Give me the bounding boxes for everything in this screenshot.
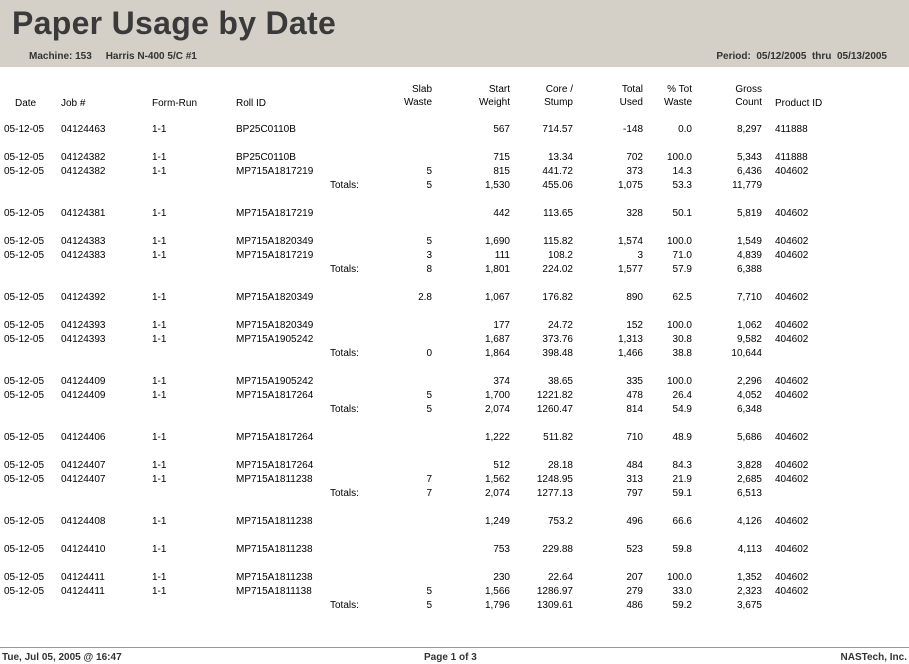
gross-count-cell: 2,323 [736, 586, 762, 597]
table-row [0, 390, 909, 404]
company-name: NASTech, Inc. [840, 652, 907, 663]
pct-waste-cell: 48.9 [672, 432, 692, 443]
date-cell: 05-12-05 [4, 334, 45, 345]
start-weight-cell: 1,796 [484, 600, 510, 611]
job-cell: 04124463 [61, 124, 106, 135]
core-stump-cell: 1309.61 [536, 600, 573, 611]
gross-count-cell: 5,819 [736, 208, 762, 219]
product-id-cell: 404602 [775, 544, 809, 555]
product-id-cell: 404602 [775, 236, 809, 247]
start-weight-cell: 2,074 [484, 404, 510, 415]
gross-count-cell: 5,343 [736, 152, 762, 163]
totals-row [0, 264, 909, 278]
roll-id-cell: MP715A1811238 [236, 474, 313, 485]
slab-waste-cell: 5 [426, 180, 432, 191]
job-cell: 04124383 [61, 250, 106, 261]
date-cell: 05-12-05 [4, 586, 45, 597]
total-used-cell: 710 [626, 432, 643, 443]
job-cell: 04124392 [61, 292, 106, 303]
totals-row [0, 180, 909, 194]
start-weight-cell: 567 [493, 124, 510, 135]
gross-count-cell: 3,828 [736, 460, 762, 471]
start-weight-cell: 1,801 [484, 264, 510, 275]
start-weight-cell: 111 [494, 250, 510, 261]
pct-waste-cell: 100.0 [666, 236, 692, 247]
form-run-cell: 1-1 [152, 460, 167, 471]
job-cell: 04124393 [61, 334, 106, 345]
roll-id-cell: MP715A1811238 [236, 572, 313, 583]
pct-waste-cell: 100.0 [666, 152, 692, 163]
pct-waste-cell: 30.8 [672, 334, 692, 345]
date-cell: 05-12-05 [4, 166, 45, 177]
gross-count-cell: 5,686 [736, 432, 762, 443]
roll-id-cell: MP715A1811138 [236, 586, 312, 597]
gross-count-cell: 1,549 [736, 236, 762, 247]
roll-id-cell: BP25C0110B [236, 124, 296, 135]
gross-count-cell: 4,126 [736, 516, 762, 527]
total-used-cell: 1,577 [617, 264, 643, 275]
roll-id-cell: MP715A1817264 [236, 432, 314, 443]
col-pct-tot-waste: % Tot Waste [664, 84, 692, 108]
job-cell: 04124411 [61, 572, 105, 583]
form-run-cell: 1-1 [152, 208, 167, 219]
col-job: Job # [61, 98, 86, 109]
date-cell: 05-12-05 [4, 208, 45, 219]
core-stump-cell: 455.06 [542, 180, 573, 191]
col-core-stump: Core / Stump [544, 84, 573, 108]
gross-count-cell: 1,352 [736, 572, 762, 583]
product-id-cell: 404602 [775, 390, 809, 401]
product-id-cell: 404602 [775, 320, 809, 331]
total-used-cell: -148 [622, 124, 643, 135]
total-used-cell: 373 [626, 166, 643, 177]
pct-waste-cell: 33.0 [672, 586, 692, 597]
page-number: Page 1 of 3 [424, 652, 477, 663]
roll-id-cell: MP715A1905242 [236, 334, 314, 345]
start-weight-cell: 1,864 [484, 348, 510, 359]
table-row [0, 292, 909, 306]
table-row [0, 544, 909, 558]
pct-waste-cell: 84.3 [672, 460, 692, 471]
product-id-cell: 404602 [775, 208, 809, 219]
slab-waste-cell: 7 [426, 488, 432, 499]
total-used-cell: 797 [626, 488, 643, 499]
total-used-cell: 814 [626, 404, 643, 415]
total-used-cell: 313 [626, 474, 643, 485]
slab-waste-cell: 2.8 [418, 292, 432, 303]
table-row [0, 460, 909, 474]
gross-count-cell: 6,436 [736, 166, 762, 177]
totals-label: Totals: [330, 264, 359, 275]
total-used-cell: 478 [626, 390, 643, 401]
gross-count-cell: 2,296 [736, 376, 762, 387]
totals-row [0, 488, 909, 502]
table-row [0, 586, 909, 600]
total-used-cell: 484 [626, 460, 643, 471]
slab-waste-cell: 5 [426, 600, 432, 611]
core-stump-cell: 1260.47 [536, 404, 573, 415]
totals-label: Totals: [330, 180, 359, 191]
product-id-cell: 404602 [775, 292, 809, 303]
date-cell: 05-12-05 [4, 544, 45, 555]
form-run-cell: 1-1 [152, 390, 167, 401]
date-cell: 05-12-05 [4, 474, 45, 485]
core-stump-cell: 1277.13 [536, 488, 573, 499]
pct-waste-cell: 71.0 [672, 250, 692, 261]
total-used-cell: 1,574 [617, 236, 643, 247]
job-cell: 04124407 [61, 474, 106, 485]
product-id-cell: 404602 [775, 474, 809, 485]
product-id-cell: 411888 [775, 124, 808, 135]
date-cell: 05-12-05 [4, 516, 45, 527]
start-weight-cell: 512 [493, 460, 510, 471]
core-stump-cell: 224.02 [542, 264, 573, 275]
start-weight-cell: 2,074 [484, 488, 510, 499]
core-stump-cell: 24.72 [547, 320, 573, 331]
total-used-cell: 3 [637, 250, 643, 261]
date-cell: 05-12-05 [4, 124, 45, 135]
gross-count-cell: 8,297 [736, 124, 762, 135]
totals-row [0, 348, 909, 362]
gross-count-cell: 11,779 [732, 180, 762, 191]
table-row [0, 432, 909, 446]
start-weight-cell: 230 [493, 572, 510, 583]
form-run-cell: 1-1 [152, 586, 167, 597]
total-used-cell: 279 [626, 586, 643, 597]
machine-info: Machine: 153 Harris N-400 5/C #1 [29, 51, 197, 62]
slab-waste-cell: 7 [426, 474, 432, 485]
slab-waste-cell: 5 [426, 390, 432, 401]
product-id-cell: 404602 [775, 516, 809, 527]
start-weight-cell: 1,566 [484, 586, 510, 597]
pct-waste-cell: 100.0 [666, 572, 692, 583]
date-cell: 05-12-05 [4, 432, 45, 443]
form-run-cell: 1-1 [152, 250, 167, 261]
slab-waste-cell: 5 [426, 166, 432, 177]
gross-count-cell: 2,685 [736, 474, 762, 485]
col-total-used: Total Used [619, 84, 643, 108]
gross-count-cell: 10,644 [731, 348, 762, 359]
roll-id-cell: MP715A1817219 [236, 250, 314, 261]
start-weight-cell: 815 [493, 166, 510, 177]
product-id-cell: 404602 [775, 572, 809, 583]
start-weight-cell: 177 [493, 320, 510, 331]
core-stump-cell: 38.65 [547, 376, 573, 387]
table-row [0, 152, 909, 166]
date-cell: 05-12-05 [4, 376, 45, 387]
gross-count-cell: 4,113 [737, 544, 762, 555]
period-info: Period: 05/12/2005 thru 05/13/2005 [716, 51, 887, 62]
pct-waste-cell: 57.9 [672, 264, 692, 275]
roll-id-cell: MP715A1817264 [236, 390, 314, 401]
form-run-cell: 1-1 [152, 376, 167, 387]
start-weight-cell: 442 [493, 208, 510, 219]
gross-count-cell: 3,675 [736, 600, 762, 611]
start-weight-cell: 1,249 [484, 516, 510, 527]
date-cell: 05-12-05 [4, 572, 45, 583]
roll-id-cell: MP715A1820349 [236, 320, 314, 331]
gross-count-cell: 1,062 [736, 320, 762, 331]
roll-id-cell: MP715A1811238 [236, 544, 313, 555]
pct-waste-cell: 62.5 [672, 292, 692, 303]
pct-waste-cell: 100.0 [666, 320, 692, 331]
start-weight-cell: 1,530 [484, 180, 510, 191]
date-cell: 05-12-05 [4, 390, 45, 401]
slab-waste-cell: 0 [426, 348, 432, 359]
start-weight-cell: 1,690 [484, 236, 510, 247]
total-used-cell: 1,466 [617, 348, 643, 359]
job-cell: 04124381 [61, 208, 106, 219]
core-stump-cell: 511.82 [543, 432, 573, 443]
pct-waste-cell: 59.1 [672, 488, 692, 499]
date-cell: 05-12-05 [4, 152, 45, 163]
form-run-cell: 1-1 [152, 572, 167, 583]
form-run-cell: 1-1 [152, 516, 167, 527]
start-weight-cell: 1,067 [484, 292, 510, 303]
core-stump-cell: 1286.97 [536, 586, 573, 597]
roll-id-cell: MP715A1820349 [236, 236, 314, 247]
table-row [0, 236, 909, 250]
date-cell: 05-12-05 [4, 460, 45, 471]
gross-count-cell: 7,710 [736, 292, 762, 303]
print-timestamp: Tue, Jul 05, 2005 @ 16:47 [2, 652, 122, 663]
total-used-cell: 496 [626, 516, 643, 527]
core-stump-cell: 1248.95 [536, 474, 573, 485]
form-run-cell: 1-1 [152, 320, 167, 331]
gross-count-cell: 6,388 [736, 264, 762, 275]
core-stump-cell: 1221.82 [536, 390, 573, 401]
core-stump-cell: 398.48 [542, 348, 573, 359]
core-stump-cell: 176.82 [542, 292, 573, 303]
total-used-cell: 335 [626, 376, 643, 387]
table-row [0, 334, 909, 348]
product-id-cell: 404602 [775, 376, 809, 387]
totals-label: Totals: [330, 488, 359, 499]
gross-count-cell: 4,839 [736, 250, 762, 261]
core-stump-cell: 13.34 [547, 152, 573, 163]
job-cell: 04124411 [61, 586, 105, 597]
start-weight-cell: 753 [493, 544, 510, 555]
start-weight-cell: 1,562 [484, 474, 510, 485]
job-cell: 04124410 [61, 544, 106, 555]
slab-waste-cell: 5 [426, 586, 432, 597]
job-cell: 04124408 [61, 516, 106, 527]
date-cell: 05-12-05 [4, 250, 45, 261]
roll-id-cell: MP715A1817264 [236, 460, 314, 471]
core-stump-cell: 441.72 [542, 166, 573, 177]
form-run-cell: 1-1 [152, 124, 167, 135]
pct-waste-cell: 59.2 [672, 600, 692, 611]
product-id-cell: 404602 [775, 586, 809, 597]
totals-label: Totals: [330, 600, 359, 611]
pct-waste-cell: 53.3 [672, 180, 692, 191]
core-stump-cell: 108.2 [547, 250, 573, 261]
total-used-cell: 486 [626, 600, 643, 611]
core-stump-cell: 28.18 [547, 460, 573, 471]
job-cell: 04124407 [61, 460, 106, 471]
table-row [0, 208, 909, 222]
table-row [0, 320, 909, 334]
pct-waste-cell: 59.8 [672, 544, 692, 555]
total-used-cell: 328 [626, 208, 643, 219]
col-roll-id: Roll ID [236, 98, 267, 109]
job-cell: 04124382 [61, 166, 106, 177]
slab-waste-cell: 8 [426, 264, 432, 275]
core-stump-cell: 22.64 [547, 572, 573, 583]
col-product-id: Product ID [775, 98, 823, 109]
gross-count-cell: 4,052 [736, 390, 762, 401]
totals-row [0, 600, 909, 614]
table-row [0, 124, 909, 138]
date-cell: 05-12-05 [4, 320, 45, 331]
core-stump-cell: 714.57 [542, 124, 573, 135]
job-cell: 04124409 [61, 390, 106, 401]
table-row [0, 516, 909, 530]
date-cell: 05-12-05 [4, 236, 45, 247]
report-header [0, 0, 909, 67]
pct-waste-cell: 100.0 [666, 376, 692, 387]
form-run-cell: 1-1 [152, 236, 167, 247]
table-row [0, 474, 909, 488]
pct-waste-cell: 21.9 [672, 474, 692, 485]
table-row [0, 250, 909, 264]
report-title: Paper Usage by Date [12, 5, 337, 41]
total-used-cell: 207 [626, 572, 643, 583]
table-row [0, 376, 909, 390]
form-run-cell: 1-1 [152, 334, 167, 345]
form-run-cell: 1-1 [152, 544, 167, 555]
pct-waste-cell: 54.9 [672, 404, 692, 415]
table-row [0, 166, 909, 180]
start-weight-cell: 374 [493, 376, 510, 387]
product-id-cell: 404602 [775, 250, 809, 261]
pct-waste-cell: 50.1 [672, 208, 692, 219]
form-run-cell: 1-1 [152, 474, 167, 485]
start-weight-cell: 1,700 [484, 390, 510, 401]
start-weight-cell: 1,222 [484, 432, 510, 443]
total-used-cell: 890 [626, 292, 643, 303]
col-gross-count: Gross Count [735, 84, 762, 108]
roll-id-cell: MP715A1820349 [236, 292, 314, 303]
form-run-cell: 1-1 [152, 152, 167, 163]
core-stump-cell: 115.82 [543, 236, 573, 247]
total-used-cell: 152 [626, 320, 643, 331]
col-form-run: Form-Run [152, 98, 198, 109]
col-start-weight: Start Weight [479, 84, 510, 108]
slab-waste-cell: 3 [426, 250, 432, 261]
total-used-cell: 1,313 [617, 334, 643, 345]
product-id-cell: 411888 [775, 152, 808, 163]
core-stump-cell: 229.88 [542, 544, 573, 555]
form-run-cell: 1-1 [152, 432, 167, 443]
job-cell: 04124382 [61, 152, 106, 163]
roll-id-cell: MP715A1811238 [236, 516, 313, 527]
pct-waste-cell: 38.8 [672, 348, 692, 359]
product-id-cell: 404602 [775, 432, 809, 443]
product-id-cell: 404602 [775, 460, 809, 471]
table-row [0, 572, 909, 586]
total-used-cell: 523 [626, 544, 643, 555]
footer-divider [0, 647, 909, 648]
pct-waste-cell: 26.4 [672, 390, 692, 401]
product-id-cell: 404602 [775, 334, 809, 345]
pct-waste-cell: 66.6 [672, 516, 692, 527]
start-weight-cell: 1,687 [484, 334, 510, 345]
pct-waste-cell: 14.3 [672, 166, 692, 177]
slab-waste-cell: 5 [426, 404, 432, 415]
job-cell: 04124406 [61, 432, 106, 443]
product-id-cell: 404602 [775, 166, 809, 177]
gross-count-cell: 6,348 [736, 404, 762, 415]
job-cell: 04124409 [61, 376, 106, 387]
gross-count-cell: 6,513 [736, 488, 762, 499]
totals-label: Totals: [330, 404, 359, 415]
pct-waste-cell: 0.0 [678, 124, 692, 135]
total-used-cell: 1,075 [617, 180, 643, 191]
core-stump-cell: 373.76 [542, 334, 573, 345]
form-run-cell: 1-1 [152, 292, 167, 303]
start-weight-cell: 715 [493, 152, 510, 163]
core-stump-cell: 113.65 [543, 208, 573, 219]
totals-label: Totals: [330, 348, 359, 359]
col-slab-waste: Slab Waste [404, 84, 432, 108]
roll-id-cell: MP715A1817219 [236, 208, 314, 219]
form-run-cell: 1-1 [152, 166, 167, 177]
roll-id-cell: MP715A1817219 [236, 166, 314, 177]
job-cell: 04124393 [61, 320, 106, 331]
roll-id-cell: MP715A1905242 [236, 376, 314, 387]
totals-row [0, 404, 909, 418]
core-stump-cell: 753.2 [547, 516, 573, 527]
job-cell: 04124383 [61, 236, 106, 247]
roll-id-cell: BP25C0110B [236, 152, 296, 163]
col-date: Date [15, 98, 37, 109]
gross-count-cell: 9,582 [736, 334, 762, 345]
total-used-cell: 702 [626, 152, 643, 163]
slab-waste-cell: 5 [426, 236, 432, 247]
date-cell: 05-12-05 [4, 292, 45, 303]
